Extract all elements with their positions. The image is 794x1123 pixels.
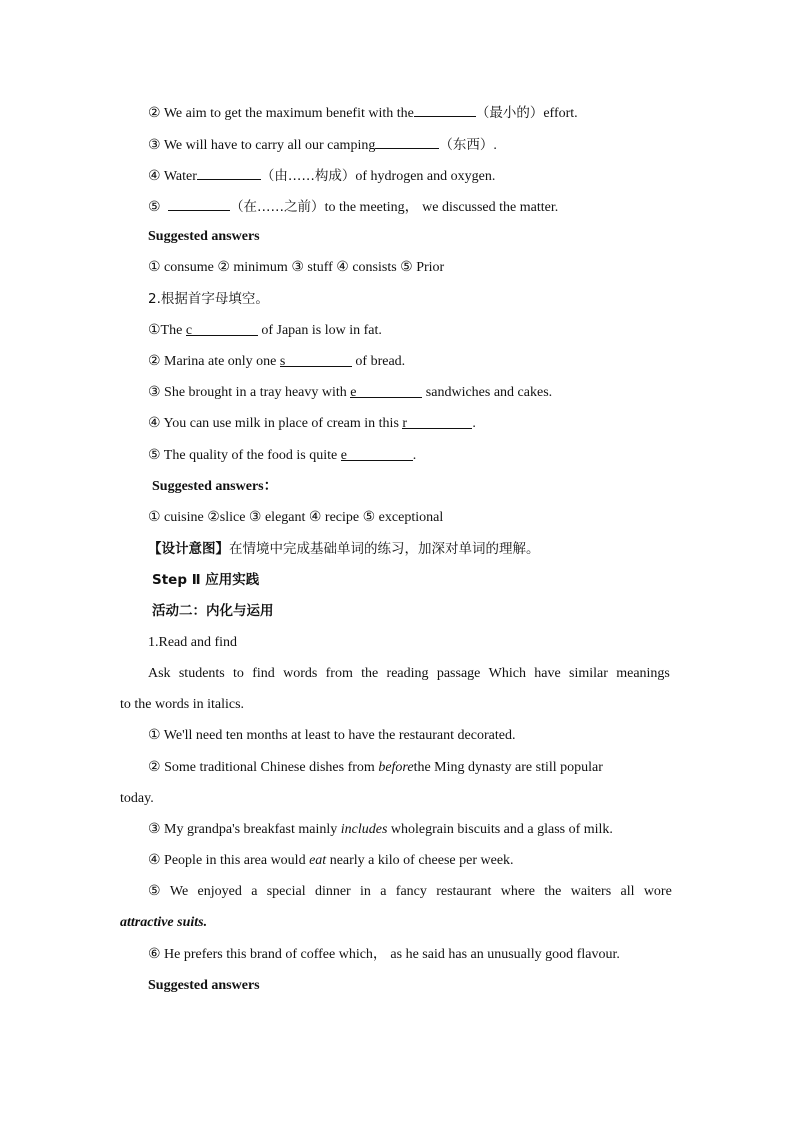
first-letter: c	[185, 323, 193, 338]
sentence-2	[148, 759, 603, 777]
intro-line-1	[148, 665, 670, 683]
suggested-answers-1: ① consume ② minimum ③ stuff ④ consists ⑤ Prior	[148, 260, 445, 275]
exercise2-item-5	[148, 447, 416, 465]
item-text-end: effort.	[543, 106, 578, 121]
exercise2-item-2	[148, 353, 405, 371]
chinese-hint: （由……构成）	[260, 168, 356, 184]
answer-blank[interactable]	[280, 353, 352, 367]
sentence-5-word: the	[544, 884, 562, 899]
item-text: ② Marina ate only one	[148, 354, 277, 369]
first-letter: e	[350, 385, 357, 400]
item-text-end: sandwiches and cakes.	[425, 385, 553, 400]
intro-word: find	[252, 666, 275, 681]
answer-blank[interactable]	[168, 197, 230, 211]
sentence-3	[148, 821, 613, 839]
sentence-5-word: all	[620, 884, 635, 899]
sentence-text-end: the Ming dynasty are still popular	[413, 760, 603, 775]
design-intent-label: 【设计意图】	[148, 541, 229, 557]
suggested-answers-heading-1: Suggested answers	[148, 229, 260, 244]
activity-title: 活动二：内化与运用	[152, 603, 274, 619]
answer-blank[interactable]	[341, 447, 413, 461]
sentence-4	[148, 852, 514, 870]
sentence-5-word: in	[360, 884, 371, 899]
sentence-text: ④ People in this area would	[148, 853, 306, 868]
item-text-end: to the meeting， we discussed the matter.	[324, 200, 559, 215]
chinese-hint: （最小的）	[475, 105, 544, 121]
read-and-find-title: 1.Read and find	[148, 635, 238, 650]
sentence-5-word: special	[266, 884, 306, 899]
intro-word: Which	[488, 666, 526, 681]
item-text-end: .	[412, 448, 417, 463]
exercise2-title: 2.根据首字母填空。	[148, 291, 269, 307]
item-text: ④ You can use milk in place of cream in this	[148, 416, 399, 431]
exercise1-item-5	[148, 197, 558, 217]
answer-blank[interactable]	[197, 166, 261, 180]
first-letter: r	[402, 416, 408, 431]
sentence-5-word: We	[169, 884, 189, 899]
exercise2-item-4	[148, 415, 476, 433]
sentence-text: ③ My grandpa's breakfast mainly	[148, 822, 338, 837]
sentence-5-word: restaurant	[436, 884, 492, 899]
exercise1-item-2	[148, 103, 578, 123]
item-text-end: of Japan is low in fat.	[261, 323, 382, 338]
italic-word: before	[378, 760, 414, 775]
italic-word: includes	[340, 822, 388, 837]
sentence-5-row	[148, 883, 672, 901]
suggested-answers-heading-2: Suggested answers：	[152, 479, 278, 494]
item-text-end: .	[493, 138, 497, 153]
suggested-answers-heading-3: Suggested answers	[148, 978, 260, 993]
sentence-5-word: dinner	[314, 884, 351, 899]
item-text-end: of bread.	[355, 354, 406, 369]
answer-blank[interactable]	[402, 415, 472, 429]
chinese-hint: （东西）	[439, 137, 494, 153]
intro-word: students	[178, 666, 225, 681]
design-intent	[148, 540, 540, 558]
sentence-2-line-2: today.	[120, 791, 154, 806]
sentence-5-word: fancy	[395, 884, 427, 899]
item-text: We will have to carry all our camping	[163, 138, 376, 153]
intro-word: meanings	[616, 666, 670, 681]
sentence-5-word: waiters	[570, 884, 612, 899]
sentence-5-word: where	[500, 884, 535, 899]
step2-title: Step Ⅱ 应用实践	[152, 572, 260, 588]
answer-blank[interactable]	[186, 322, 258, 336]
chinese-hint: （在……之前）	[230, 199, 325, 215]
item-text: Water	[163, 169, 197, 184]
intro-line-2: to the words in italics.	[120, 697, 245, 712]
first-letter: e	[340, 448, 347, 463]
intro-word: Ask	[148, 666, 171, 681]
sentence-6: ⑥ He prefers this brand of coffee which， as he said has an unusually good flavour.	[148, 947, 620, 962]
item-number: ③	[148, 138, 161, 153]
intro-word: similar	[569, 666, 608, 681]
item-number: ⑤	[148, 200, 161, 215]
item-text: ⑤ The quality of the food is quite	[148, 448, 338, 463]
intro-word: the	[361, 666, 379, 681]
item-text: ③ She brought in a tray heavy with	[148, 385, 347, 400]
intro-word: words	[283, 666, 318, 681]
italic-word: eat	[309, 853, 327, 868]
sentence-5-line-1	[148, 883, 672, 901]
sentence-text-end: nearly a kilo of cheese per week.	[329, 853, 514, 868]
suggested-answers-2: ① cuisine ②slice ③ elegant ④ recipe ⑤ exceptional	[148, 510, 444, 525]
sentence-text-end: wholegrain biscuits and a glass of milk.	[390, 822, 613, 837]
intro-row	[148, 665, 670, 683]
exercise1-item-4	[148, 166, 495, 186]
answer-blank[interactable]	[350, 384, 422, 398]
design-intent-text: 在情境中完成基础单词的练习，加深对单词的理解。	[229, 541, 540, 557]
sentence-5-word: ⑤	[148, 884, 161, 899]
exercise2-item-3	[148, 384, 552, 402]
item-text-end: of hydrogen and oxygen.	[355, 169, 496, 184]
sentence-number: ②	[148, 760, 161, 775]
intro-word: have	[534, 666, 561, 681]
item-text: ①The	[148, 323, 183, 338]
sentence-5-line-2: attractive suits.	[120, 915, 208, 930]
answer-blank[interactable]	[375, 135, 439, 149]
answer-blank[interactable]	[414, 103, 476, 117]
item-number: ④	[148, 169, 161, 184]
intro-word: reading	[386, 666, 429, 681]
sentence-5-word: enjoyed	[197, 884, 242, 899]
item-text: We aim to get the maximum benefit with the	[163, 106, 414, 121]
exercise1-item-3	[148, 135, 497, 155]
first-letter: s	[279, 354, 286, 369]
item-number: ②	[148, 106, 161, 121]
item-text-end: .	[472, 416, 476, 431]
intro-word: passage	[436, 666, 481, 681]
sentence-5-word: a	[380, 884, 387, 899]
exercise2-item-1	[148, 322, 382, 340]
sentence-1: ① We'll need ten months at least to have the restaurant decorated.	[148, 728, 516, 743]
intro-word: from	[325, 666, 353, 681]
sentence-5-word: a	[251, 884, 258, 899]
sentence-5-word: wore	[643, 884, 672, 899]
intro-word: to	[233, 666, 244, 681]
sentence-text: Some traditional Chinese dishes from	[164, 760, 375, 775]
